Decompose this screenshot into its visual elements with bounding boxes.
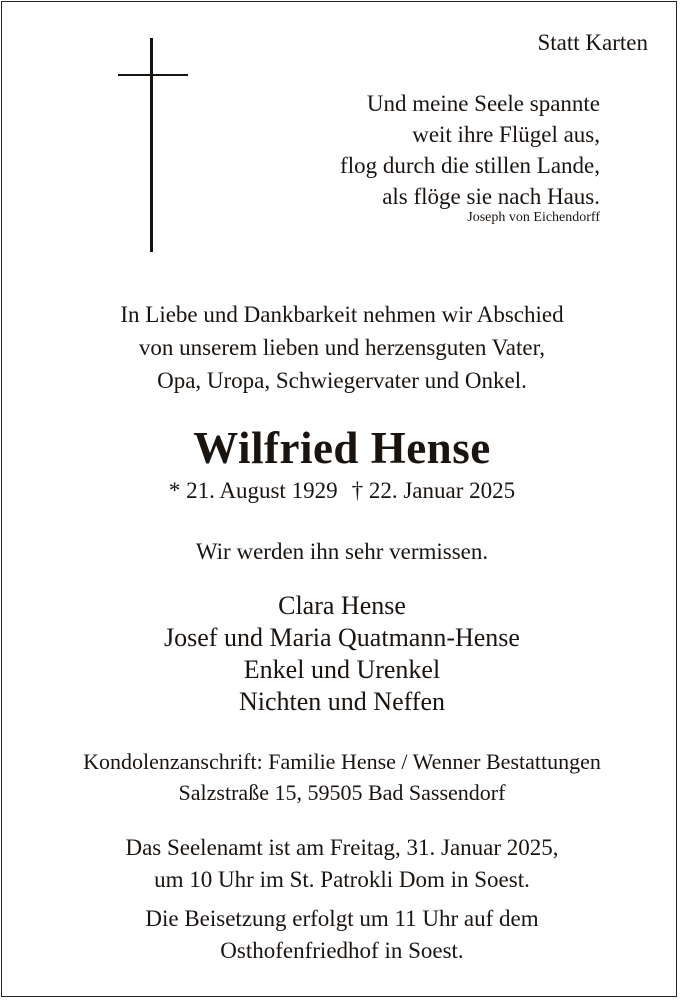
poem-line: als flöge sie nach Haus. <box>382 184 600 209</box>
obituary-notice <box>1 1 677 997</box>
mourner: Josef und Maria Quatmann-Hense <box>164 623 520 652</box>
service-line: um 10 Uhr im St. Patrokli Dom in Soest. <box>154 867 530 892</box>
mourner: Nichten und Neffen <box>238 687 445 716</box>
address-line: Kondolenzanschrift: Familie Hense / Wenner Bestattungen <box>83 749 601 774</box>
farewell-message: Wir werden ihn sehr vermissen. <box>195 539 489 564</box>
cross-horizontal-bar <box>118 74 188 76</box>
burial-line: Osthofenfriedhof in Soest. <box>220 938 464 963</box>
mourner: Enkel und Urenkel <box>243 655 441 684</box>
intro-line: von unserem lieben und herzensguten Vater, <box>138 335 546 360</box>
life-dates <box>2 476 680 506</box>
death-date: † 22. Januar 2025 <box>351 478 516 503</box>
condolence-address <box>2 746 680 808</box>
intro-line: Opa, Uropa, Schwiegervater und Onkel. <box>157 368 527 393</box>
poem-author: Joseph von Eichendorff <box>467 210 600 225</box>
cross-vertical-bar <box>150 38 153 252</box>
burial-info <box>2 903 680 967</box>
mourners-list <box>2 590 680 718</box>
requiem-info <box>2 832 680 896</box>
poem <box>340 88 600 226</box>
poem-line: Und meine Seele spannte <box>366 91 600 116</box>
poem-line: flog durch die stillen Lande, <box>340 153 600 178</box>
deceased-name: Wilfried Hense <box>193 423 491 473</box>
service-line: Das Seelenamt ist am Freitag, 31. Januar 2025, <box>125 835 559 860</box>
address-line: Salzstraße 15, 59505 Bad Sassendorf <box>178 780 506 805</box>
intro-text <box>2 298 680 397</box>
intro-line: In Liebe und Dankbarkeit nehmen wir Abschied <box>120 302 564 327</box>
statt-karten-label: Statt Karten <box>537 30 648 55</box>
burial-line: Die Beisetzung erfolgt um 11 Uhr auf dem <box>145 906 539 931</box>
birth-date: * 21. August 1929 <box>168 478 338 503</box>
poem-line: weit ihre Flügel aus, <box>412 122 600 147</box>
mourner: Clara Hense <box>278 591 406 620</box>
